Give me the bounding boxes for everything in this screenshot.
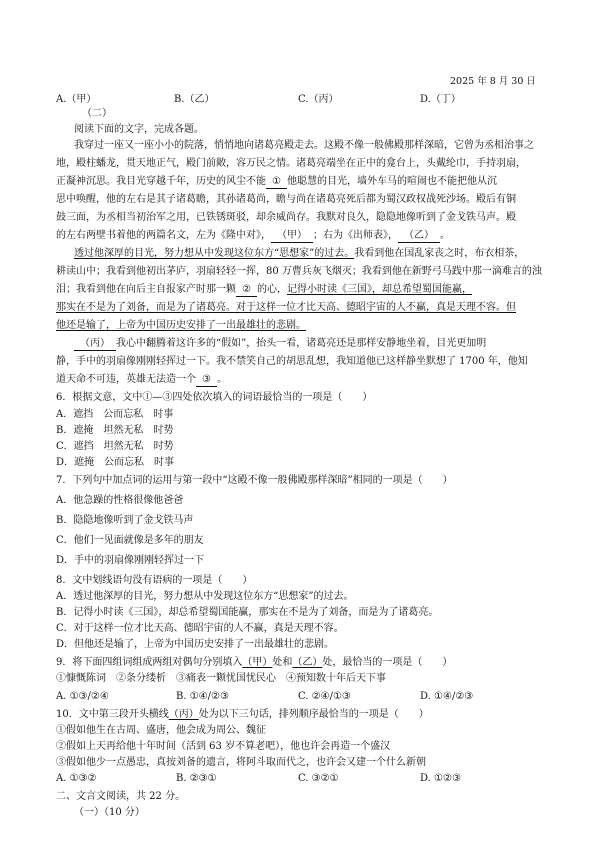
passage-line — [74, 247, 524, 261]
question-10-choice-d: D. ①②③ — [420, 773, 461, 784]
passage-text: 。 — [216, 374, 227, 385]
instruction: 阅读下面的文字，完成各题。 — [74, 124, 204, 135]
passage-line: 耕读山中；我看到他初出茅庐，羽扇轻轻一挥，80 万曹兵灰飞烟灭；我看到他在新野弓马践中那一滴难言的浊 — [56, 266, 542, 277]
question-10-marker-bing: （丙） — [168, 709, 199, 720]
question-6-option-c: C．遮挡 坦然无私 时势 — [56, 441, 174, 452]
question-9-choice-d: D. ①④/②③ — [420, 691, 474, 702]
option-d: D.（丁） — [420, 94, 461, 105]
question-9-marker-yi: （乙） — [292, 657, 323, 668]
passage-line — [56, 283, 472, 297]
underlined-sentence-d: 他还是输了，上帝为中国历史安排了一出最雄壮的悲剧。 — [56, 320, 306, 331]
question-7-option-d: D．手中的羽扇像刚刚轻挥过一下 — [56, 555, 205, 566]
question-8-option-c: C．对于这样一位才比天高、德昭宇宙的人不赢，真是天理不容。 — [56, 623, 344, 634]
question-10-choice-b: B. ②③① — [176, 773, 217, 784]
question-10-item-3: ③假如他少一点愚忠，真按刘备的遗言，将阿斗取而代之，也许会又建一个什么新朝 — [56, 757, 426, 768]
exam-date: 2025 年 8 月 30 日 — [450, 76, 536, 87]
passage-line: 鼓三面，为丞相当初治军之用，已铁锈斑驳，却余威尚存。我默对良久，隐隐地像听到了金戈铁马声。殿 — [56, 212, 516, 223]
question-9 — [56, 656, 452, 670]
passage-line: 思中唤醒，他的左右是其子诸葛瞻，其孙诸葛尚，瞻与尚在诸葛亮死后都为蜀汉政权战死沙场。殿后有铜 — [56, 194, 516, 205]
passage-line — [56, 175, 497, 189]
passage-line — [74, 337, 486, 351]
question-7: 7．下列句中加点词的运用与第一段中“这殿不像一般佛殿那样深暗”相同的一项是（ ） — [56, 475, 453, 486]
passage-text: 我心中翻腾着这许多的“假如”，抬头一看，诸葛亮还是那样安静地坐着，目光更加明 — [116, 338, 487, 349]
question-10-item-1: ①假如他生在古周、盛唐，他会成为周公、魏征 — [56, 725, 266, 736]
question-9-choice-a: A. ①③/②④ — [56, 691, 109, 702]
underlined-sentence-b: 记得小时读《三国》，却总希望蜀国能赢， — [286, 284, 472, 295]
blank-jia: （甲） — [271, 230, 313, 243]
underlined-sentence-c: 那实在不是为了刘备，而是为了诸葛亮。对于这样一位才比天高、德昭宇宙的人不赢，真是天理不容。但 — [56, 302, 516, 313]
passage-text: 道天命不可违，英雄无法造一个 — [56, 374, 196, 385]
question-9-items: ①慷慨陈词 ②条分缕析 ③痛表一颗忧国忧民心 ④预知数十年后天下事 — [56, 673, 386, 684]
question-10-choice-c: C. ③②① — [298, 773, 339, 784]
question-8: 8．文中划线语句没有语病的一项是（ ） — [56, 575, 253, 586]
passage-text: 正凝神沉思。我目光穿越千年，历史的风尘不能 — [56, 176, 266, 187]
passage-line: 静，手中的羽扇像刚刚轻挥过一下。我不禁笑自己的胡思乱想，我知道他已这样静坐默想了 1700 年，他知 — [56, 356, 528, 367]
question-10-text: 处为以下三句话，排列顺序最恰当的一项是（ ） — [198, 709, 429, 720]
blank-3: ③ — [196, 374, 217, 387]
passage-line — [56, 373, 227, 387]
passage-text: 他聪慧的目光，墙外车马的喧闹也不能把他从沉 — [286, 176, 497, 187]
option-a: A.（甲） — [56, 94, 97, 105]
question-6-option-b: B．遮掩 坦然无私 时势 — [56, 425, 174, 436]
question-7-option-a: A．他急躁的性格很像他爸爸 — [56, 495, 184, 506]
option-c: C.（丙） — [298, 94, 339, 105]
question-9-marker-jia: （甲） — [242, 657, 273, 668]
blank-bing: （丙） — [74, 338, 116, 351]
question-7-option-c: C．他们一见面就像是多年的朋友 — [56, 535, 204, 546]
passage-text: 。 — [440, 230, 450, 241]
question-10 — [56, 708, 429, 722]
blank-2: ② — [236, 284, 257, 297]
passage-text: 的心， — [256, 284, 287, 295]
question-10-text: 10．文中第三段开头横线 — [56, 709, 169, 720]
passage-line: 地，殿柱蟠龙，贯天地正气，殿门前敞，容万民之情。诸葛亮端坐在正中的龛台上，头戴纶巾，手持羽扇， — [56, 158, 526, 169]
question-6: 6．根据文意，文中①—③四处依次填入的词语最恰当的一项是（ ） — [56, 392, 373, 403]
question-8-option-b: B．记得小时读《三国》，却总希望蜀国能赢，那实在不是为了刘备，而是为了诸葛亮。 — [56, 607, 439, 618]
question-6-option-a: A．遮挡 公而忘私 时事 — [56, 409, 174, 420]
question-8-option-a: A．透过他深厚的目光，努力想从中发现这位东方“思想家”的过去。 — [56, 591, 354, 602]
blank-1: ① — [266, 176, 287, 189]
question-6-option-d: D．遮掩 公而忘私 时事 — [56, 457, 175, 468]
passage-line: 我穿过一座又一座小小的院落，悄悄地向诸葛亮殿走去。这殿不像一般佛殿那样深暗，它曾为丞相治事之 — [74, 140, 534, 151]
question-9-choice-c: C. ②④/①③ — [298, 691, 351, 702]
passage-line — [56, 229, 450, 243]
subsection-heading: （一）（10 分） — [74, 807, 145, 818]
question-8-option-d: D．但他还是输了，上帝为中国历史安排了一出最雄壮的悲剧。 — [56, 639, 335, 650]
question-9-text: 9．将下面四组词组成两组对偶句分别填入 — [56, 657, 243, 668]
passage-text: 我看到他在国乱家丧之时，布衣相茶， — [354, 248, 525, 259]
question-9-choice-b: B. ①④/②③ — [176, 691, 229, 702]
question-10-item-2: ②假如上天再给他十年时间（活到 63 岁不算老吧），他也许会再造一个盛汉 — [56, 741, 391, 752]
question-9-text: 处，最恰当的一项是（ ） — [322, 657, 453, 668]
option-b: B.（乙） — [174, 94, 215, 105]
passage-text: 的左右两壁书着他的两篇名文，左为《隆中对》， — [56, 230, 271, 241]
underlined-sentence-a: 透过他深厚的目光，努力想从中发现这位东方“思想家”的过去。 — [74, 248, 355, 259]
section-heading-classical: 二、文言文阅读，共 22 分。 — [56, 791, 186, 802]
question-9-text: 处和 — [272, 657, 293, 668]
section-heading-two: （二） — [82, 108, 112, 119]
passage-text: ；右为《出师表》， — [313, 230, 398, 241]
question-10-choice-a: A. ①③② — [56, 773, 97, 784]
blank-yi: （乙） — [398, 230, 440, 243]
passage-text: 泪；我看到他在向后主自报家产时那一颗 — [56, 284, 236, 295]
previous-question-options — [56, 90, 546, 104]
question-7-option-b: B．隐隐地像听到了金戈铁马声 — [56, 515, 194, 526]
